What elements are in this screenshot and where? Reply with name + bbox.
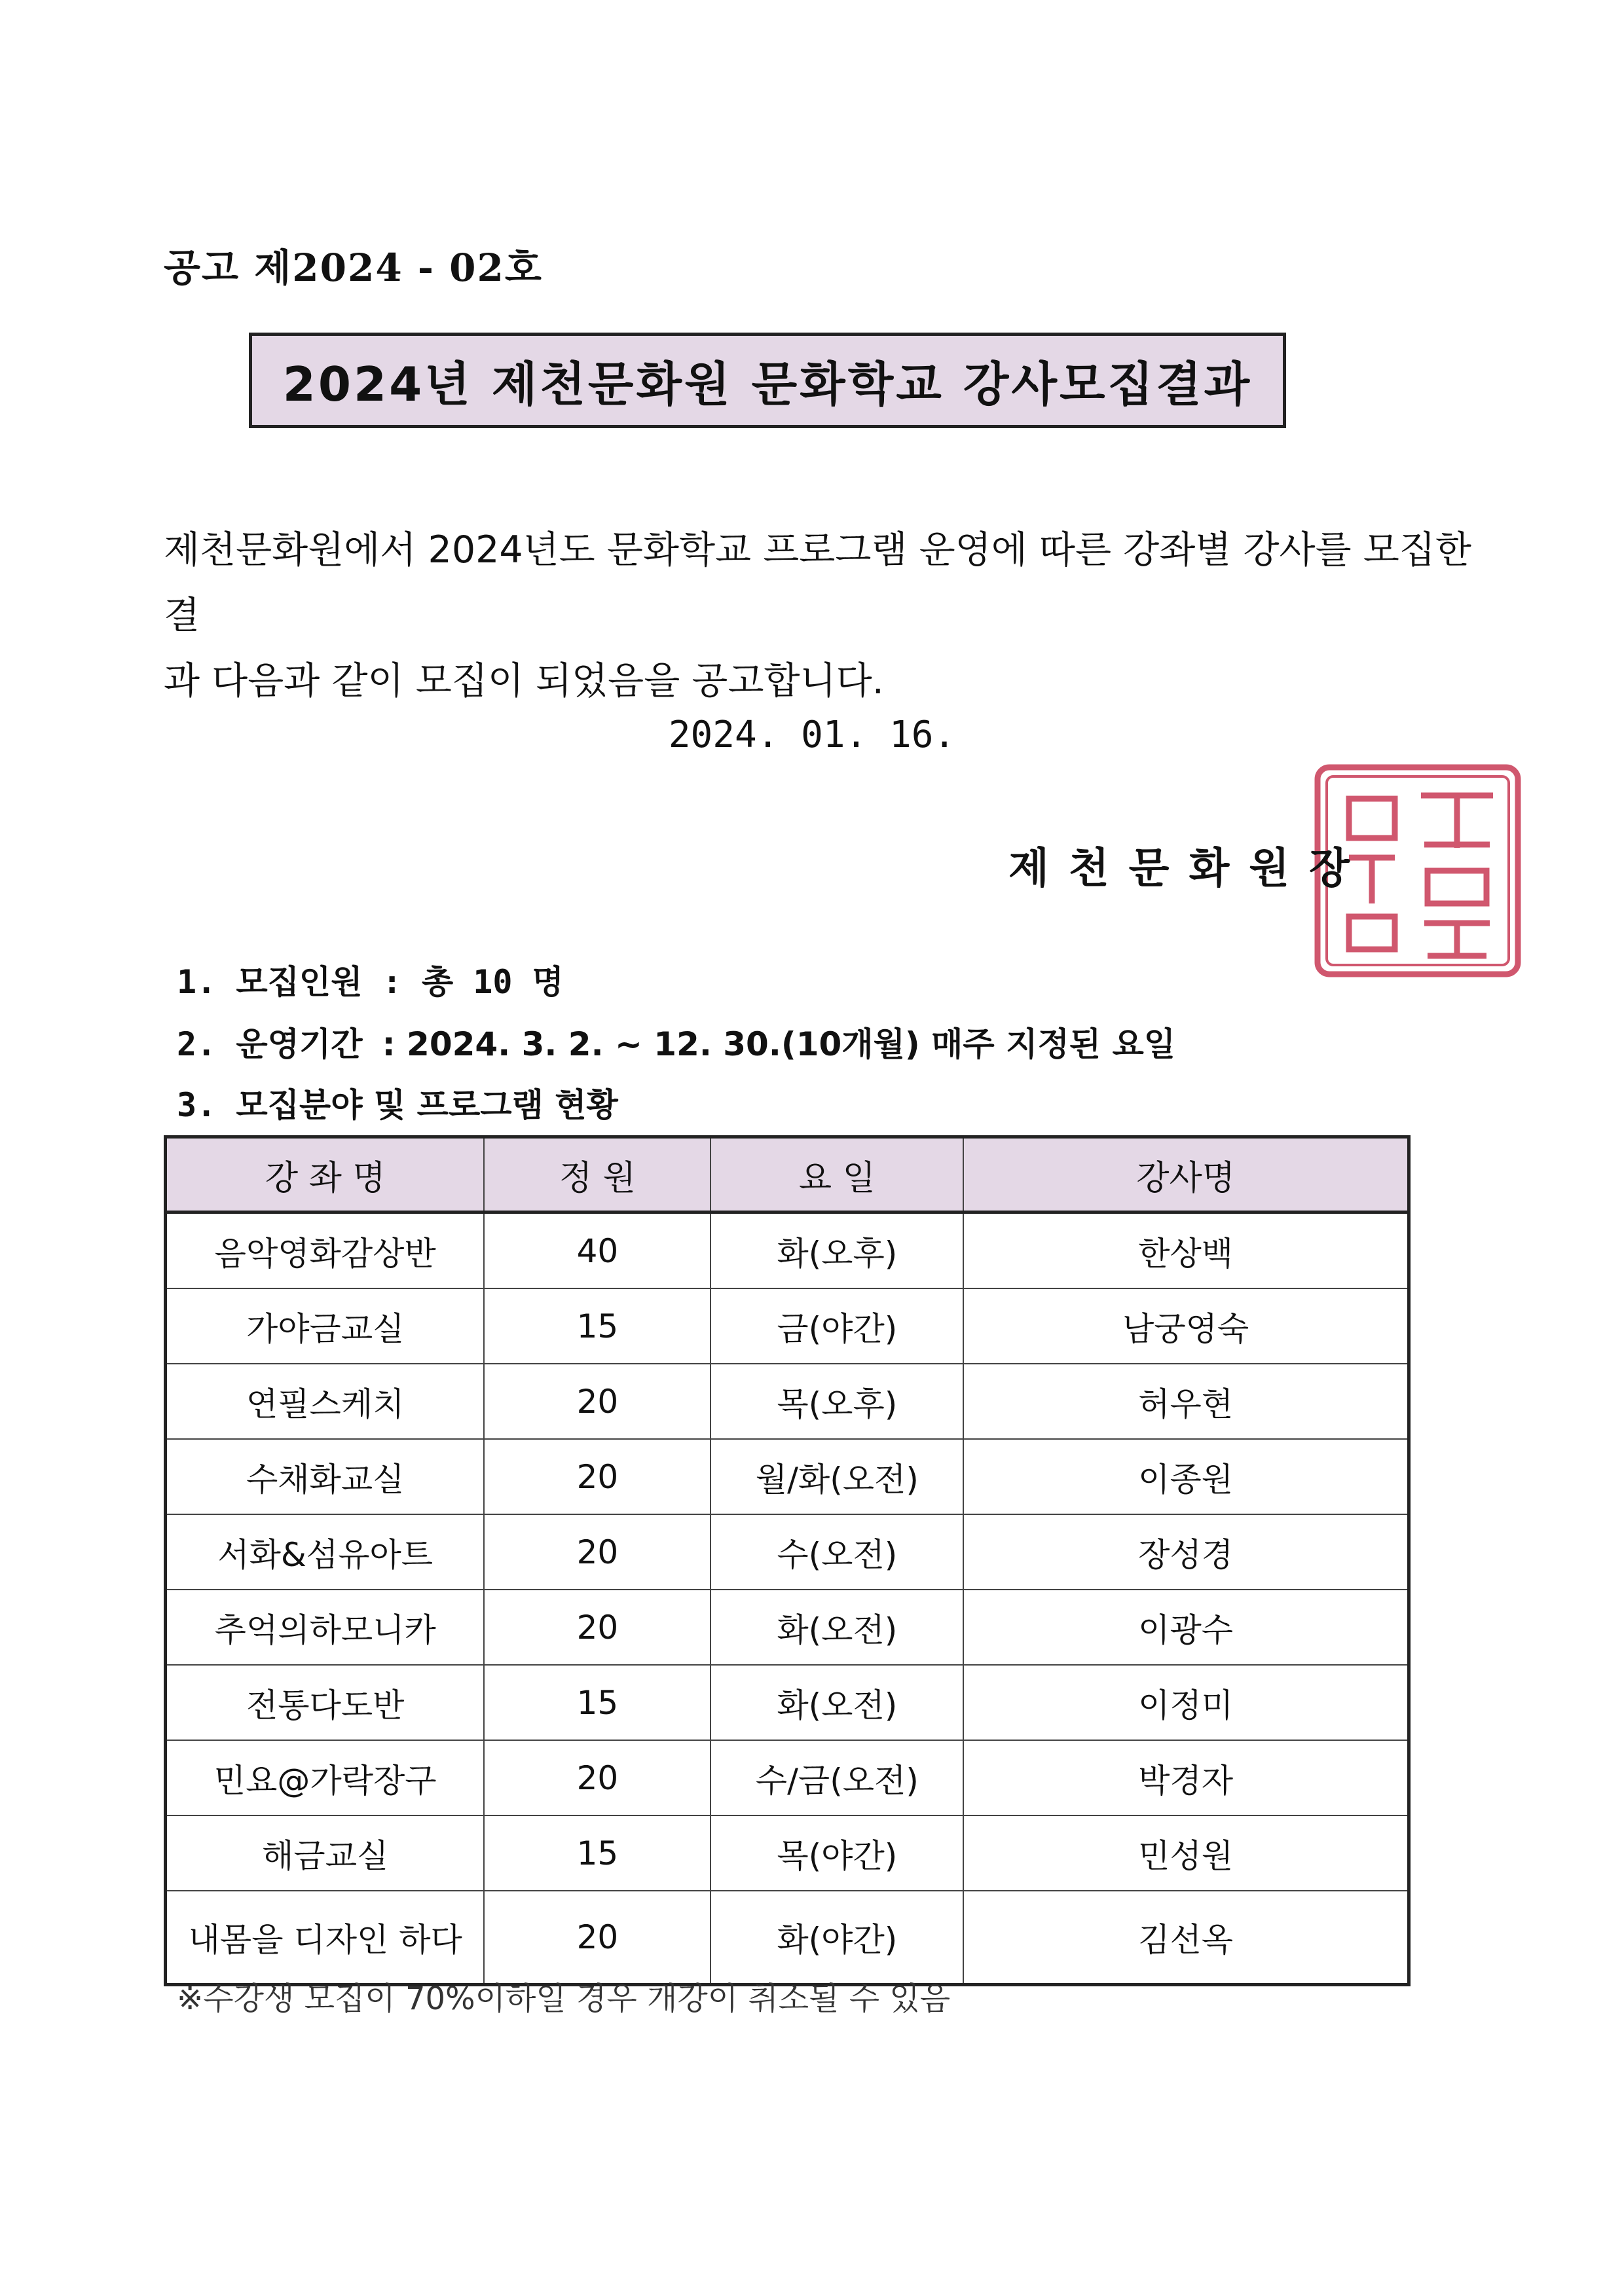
intro-line-1: 제천문화원에서 2024년도 문화학교 프로그램 운영에 따른 강좌별 강사를 모집한 결 — [164, 528, 1471, 637]
capacity-cell: 15 — [484, 1665, 710, 1740]
day-cell: 금(야간) — [710, 1288, 963, 1364]
instructor-cell: 김선옥 — [963, 1891, 1409, 1985]
capacity-cell: 20 — [484, 1364, 710, 1439]
table-row — [166, 1212, 1409, 1289]
footnote: ※수강생 모집이 70%이하일 경우 개강이 취소될 수 있음 — [177, 1980, 951, 2017]
program-status-heading — [177, 1079, 618, 1126]
course-cell: 해금교실 — [166, 1815, 485, 1891]
operation-period — [177, 1018, 1175, 1065]
course-cell: 음악영화감상반 — [166, 1212, 485, 1289]
course-cell: 서화&섬유아트 — [166, 1514, 485, 1590]
course-cell: 내몸을 디자인 하다 — [166, 1891, 485, 1985]
intro-line-2: 과 다음과 같이 모집이 되었음을 공고합니다. — [164, 659, 884, 702]
day-cell: 화(오전) — [710, 1590, 963, 1665]
capacity-cell: 20 — [484, 1891, 710, 1985]
instructor-cell: 이광수 — [963, 1590, 1409, 1665]
day-cell: 목(야간) — [710, 1815, 963, 1891]
course-cell: 민요@가락장구 — [166, 1740, 485, 1815]
capacity-cell: 40 — [484, 1212, 710, 1289]
header-instructor: 강사명 — [963, 1137, 1409, 1212]
instructor-cell: 장성경 — [963, 1514, 1409, 1590]
instructor-cell: 한상백 — [963, 1212, 1409, 1289]
item-number: 1. — [177, 963, 217, 1001]
course-cell: 추억의하모니카 — [166, 1590, 485, 1665]
day-cell: 월/화(오전) — [710, 1439, 963, 1514]
course-cell: 전통다도반 — [166, 1665, 485, 1740]
day-cell: 화(야간) — [710, 1891, 963, 1985]
item-label: 모집분야 및 프로그램 현황 — [236, 1086, 618, 1124]
item-label: 운영기간 — [236, 1025, 363, 1063]
table-row — [166, 1740, 1409, 1815]
item-value: : 2024. 3. 2. ~ 12. 30.(10개월) 매주 지정된 요일 — [382, 1025, 1176, 1063]
table-row — [166, 1364, 1409, 1439]
course-cell: 가야금교실 — [166, 1288, 485, 1364]
recruit-count — [177, 956, 564, 1003]
table-row — [166, 1590, 1409, 1665]
table-row — [166, 1514, 1409, 1590]
day-cell: 화(오전) — [710, 1665, 963, 1740]
intro-paragraph — [164, 517, 1500, 714]
capacity-cell: 15 — [484, 1288, 710, 1364]
instructor-cell: 허우현 — [963, 1364, 1409, 1439]
item-number: 2. — [177, 1025, 217, 1063]
instructor-cell: 이종원 — [963, 1439, 1409, 1514]
capacity-cell: 20 — [484, 1514, 710, 1590]
instructor-cell: 남궁영숙 — [963, 1288, 1409, 1364]
table-header-row — [166, 1137, 1409, 1212]
item-value: : 총 10 명 — [382, 963, 564, 1001]
day-cell: 화(오후) — [710, 1212, 963, 1289]
course-cell: 연필스케치 — [166, 1364, 485, 1439]
course-cell: 수채화교실 — [166, 1439, 485, 1514]
header-day: 요 일 — [710, 1137, 963, 1212]
table-row — [166, 1665, 1409, 1740]
header-course: 강 좌 명 — [166, 1137, 485, 1212]
capacity-cell: 15 — [484, 1815, 710, 1891]
day-cell: 수(오전) — [710, 1514, 963, 1590]
issuer-name: 제천문화원장 — [1008, 845, 1369, 893]
notice-number: 공고 제2024 - 02호 — [164, 246, 543, 290]
table-row — [166, 1439, 1409, 1514]
table-row — [166, 1288, 1409, 1364]
document-title: 2024년 제천문화원 문화학교 강사모집결과 — [249, 333, 1286, 428]
notice-date: 2024. 01. 16. — [668, 714, 956, 756]
instructor-cell: 이정미 — [963, 1665, 1409, 1740]
item-label: 모집인원 — [236, 963, 363, 1001]
capacity-cell: 20 — [484, 1740, 710, 1815]
capacity-cell: 20 — [484, 1590, 710, 1665]
instructor-cell: 민성원 — [963, 1815, 1409, 1891]
item-number: 3. — [177, 1086, 217, 1124]
day-cell: 목(오후) — [710, 1364, 963, 1439]
day-cell: 수/금(오전) — [710, 1740, 963, 1815]
capacity-cell: 20 — [484, 1439, 710, 1514]
program-table — [164, 1135, 1411, 1986]
instructor-cell: 박경자 — [963, 1740, 1409, 1815]
table-row — [166, 1891, 1409, 1985]
header-capacity: 정 원 — [484, 1137, 710, 1212]
table-row — [166, 1815, 1409, 1891]
